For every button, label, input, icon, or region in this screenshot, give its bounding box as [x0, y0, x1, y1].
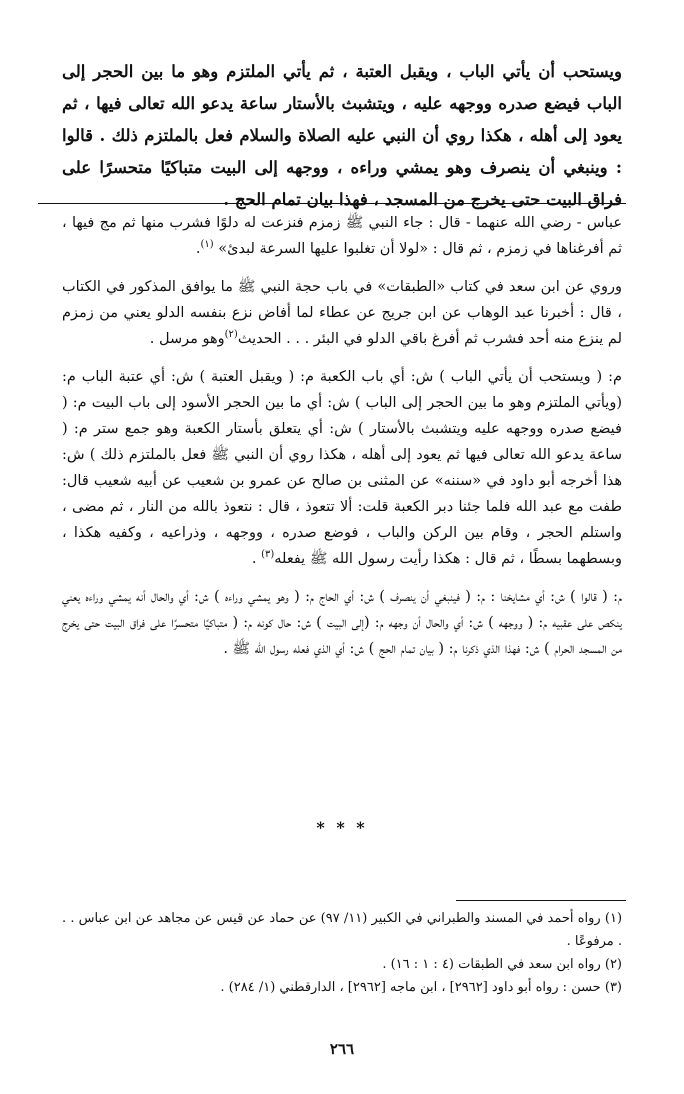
footnote-divider-line: [456, 900, 626, 901]
sharh-commentary: [62, 210, 622, 674]
matn-paragraph: ويستحب أن يأتي الباب ، ويقبل العتبة ، ثم يأتي الملتزم وهو ما بين الحجر إلى الباب فيضع صدره ووجهه عليه ، ويتشبث بالأستار ساعة يدعو الله تعالى فيها ، ثم يعود إلى أهله ، هكذا روي أن النبي عليه الصلاة والسلام فعل بالملتزم ذلك . قالوا : وينبغي أن ينصرف وهو يمشي وراءه ، ووجهه إلى البيت متباكيًا متحسرًا على فراق البيت حتى يخرج من المسجد ، فهذا بيان تمام الحج .: [62, 62, 622, 209]
section-separator-stars: * * *: [316, 818, 368, 837]
commentary-p2-text-b: وهو مرسل .: [149, 331, 225, 347]
footnote-1: (١) رواه أحمد في المسند والطبراني في الكبير (١١/ ٩٧) عن حماد عن قيس عن مجاهد عن ابن عباس . . . مرفوعًا .: [62, 911, 623, 949]
footnote-3: (٣) حسن : رواه أبو داود [٢٩٦٢] ، ابن ماجه [٢٩٦٢] ، الدارقطني (١/ ٢٨٤) .: [220, 980, 622, 995]
page-number: ٢٦٦: [329, 1040, 355, 1058]
commentary-paragraph-4: [62, 584, 622, 662]
commentary-paragraph-3: م: ( ويستحب أن يأتي الباب ) ش: أي باب الكعبة م: ( ويقبل العتبة ) ش: أي عتبة الباب م: (ويأتي الملتزم وهو ما بين الحجر إلى الباب ) ش: أي ما بين الحجر الأسود إلى باب البيت م: ( فيضع صدره ووجهه عليه ويتشبث بالأستار ) ش: أي يتعلق بأستار الكعبة وهو جمع ستر م: ( ساعة يدعو الله تعالى فيها ثم يعود إلى أهله ، هكذا روي أن النبي ﷺ فعل بالملتزم ذلك ) ش: هذا أخرجه أبو داود في «سننه» عن المثنى بن صالح عن عمرو بن شعيب عن أبيه شعيب قال: طفت مع عبد الله فلما جئنا دبر الكعبة قلت: ألا تتعوذ ، قال : نتعوذ بالله من النار ، ثم مضى ، واستلم الحجر ، وقام بين الركن والباب ، فوضع صدره ، ووجهه ، وذراعيه ، وكفيه هكذا ، وبسطهما بسطًا ، ثم قال : هكذا رأيت رسول الله ﷺ يفعله$^{(٣)}$ .: [62, 369, 622, 567]
footnote-ref-1: (١): [200, 239, 214, 251]
commentary-p4-text: م: ( قالوا ) ش: أي مشايخنا : م: ( فينبغي أن ينصرف ) ش: أي الحاج م: ( وهو يمشي وراءه ) ش: أي والحال أنه يمشي وراءه يعني ينكص على عقبيه م: ( ووجهه ) ش: أي والحال أن وجهه م: (إلى البيت ) ش: حال كونه م: ( متباكيًا متحسرًا على فراق البيت حتى يخرج من المسجد الحرام ) ش: فهذا الذي ذكرنا م: ( بيان تمام الحج ) ش: أي الذي فعله رسول الله ﷺ .: [62, 589, 622, 657]
footnote-ref-2: (٢): [224, 329, 238, 341]
commentary-p1-text: عباس - رضي الله عنهما - قال : جاء النبي ﷺ زمزم فنزعت له دلوًا فشرب منها ثم مج فيها ، ثم أفرغناها في زمزم ، ثم قال : «لولا أن تغلبوا عليها السرعة لبدئ»: [62, 215, 622, 257]
matn-text-block: [62, 56, 622, 216]
footnote-ref-3: (٣): [261, 549, 275, 561]
footnotes-block: [62, 907, 622, 999]
commentary-paragraph-1: عباس - رضي الله عنهما - قال : جاء النبي ﷺ زمزم فنزعت له دلوًا فشرب منها ثم مج فيها ، ثم أفرغناها في زمزم ، ثم قال : «لولا أن تغلبوا عليها السرعة لبدئ» $^{(١)}$.: [62, 215, 622, 257]
commentary-p2-text-a: وروي عن ابن سعد في كتاب «الطبقات» في باب حجة النبي ﷺ ما يوافق المذكور في الكتاب ، قال : أخبرنا عبد الوهاب عن ابن جريج عن عطاء لما أفاض نزع بنفسه الدلو يعني من زمزم لم ينزع منه أحد فشرب ثم أفرغ باقي الدلو في البئر . . . الحديث: [62, 279, 622, 347]
matn-divider-line: [38, 203, 626, 204]
footnote-2: (٢) رواه ابن سعد في الطبقات (٤ : ١ : ١٦) .: [382, 957, 622, 972]
commentary-paragraph-2: [62, 274, 622, 352]
commentary-p3-text: م: ( ويستحب أن يأتي الباب ) ش: أي باب الكعبة م: ( ويقبل العتبة ) ش: أي عتبة الباب م: (ويأتي الملتزم وهو ما بين الحجر إلى الباب ) ش: أي ما بين الحجر الأسود إلى باب البيت م: ( فيضع صدره ووجهه عليه ويتشبث بالأستار ) ش: أي يتعلق بأستار الكعبة وهو جمع ستر م: ( ساعة يدعو الله تعالى فيها ثم يعود إلى أهله ، هكذا روي أن النبي ﷺ فعل بالملتزم ذلك ) ش: هذا أخرجه أبو داود في «سننه» عن المثنى بن صالح عن عمرو بن شعيب عن أبيه شعيب قال: طفت مع عبد الله فلما جئنا دبر الكعبة قلت: ألا تتعوذ ، قال : نتعوذ بالله من النار ، ثم مضى ، واستلم الحجر ، وقام بين الركن والباب ، فوضع صدره ، ووجهه ، وذراعيه ، وكفيه هكذا ، وبسطهما بسطًا ، ثم قال : هكذا رأيت رسول الله ﷺ يفعله: [62, 369, 622, 567]
